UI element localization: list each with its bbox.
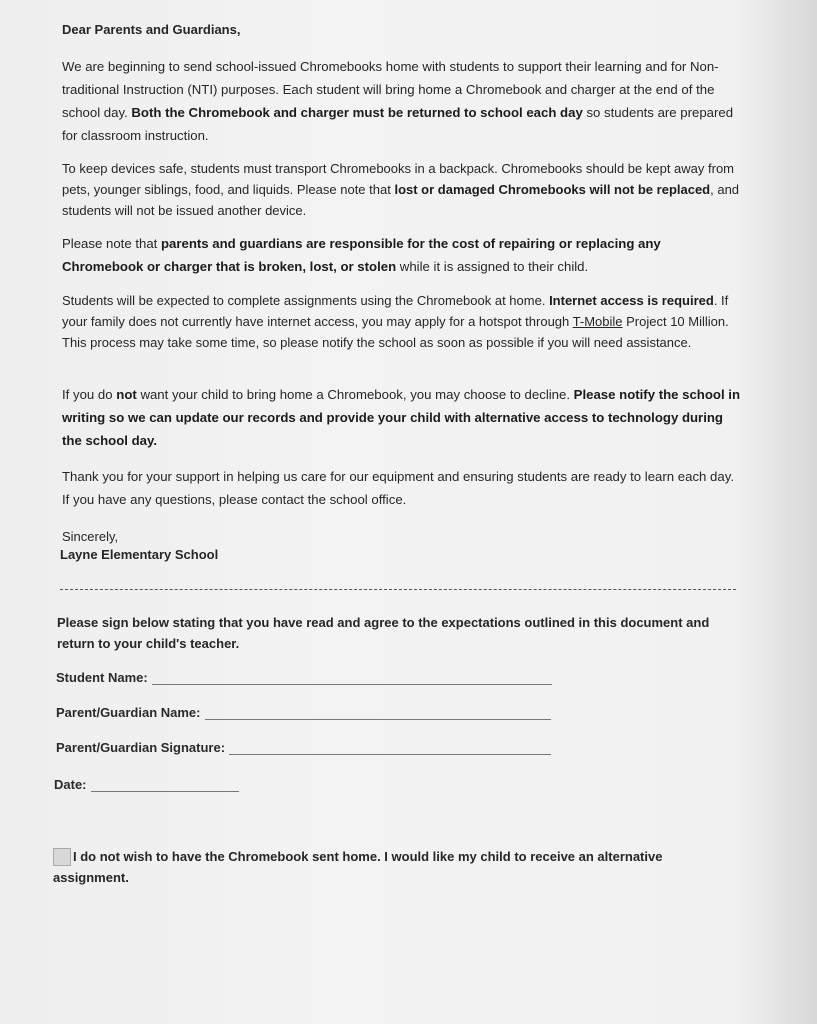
text: If you do xyxy=(62,387,117,402)
text: Project 10 Million. This process may take some time, so please notify the school as soon as possible if you will need assistance. xyxy=(62,314,729,350)
bold-text: Please notify the school in writing so we can update our records and provide your child with alternative access to technology during the school day. xyxy=(62,387,741,448)
paragraph-device-safety xyxy=(62,158,740,221)
bold-text: not xyxy=(116,387,137,402)
parent-signature-line[interactable] xyxy=(229,741,551,755)
paragraph-thank-you: Thank you for your support in helping us care for our equipment and ensuring students are ready to learn each day. If you have any questions, please contact the school office. xyxy=(62,469,734,507)
text: . If your family does not currently have internet access, you may apply for a hotspot through xyxy=(62,293,729,329)
text: We are beginning to send school-issued Chromebooks home with students to support their learning and for Non-traditional Instruction (NTI) purposes. Each student will bring home a Chromebook and charger at the end of the school day. xyxy=(62,59,719,120)
paragraph-responsibility xyxy=(62,232,702,278)
student-name-line[interactable] xyxy=(152,671,552,685)
bold-text: Internet access is required xyxy=(549,293,714,308)
t-mobile-link[interactable]: T-Mobile xyxy=(572,314,623,329)
closing: Sincerely, xyxy=(62,529,119,544)
greeting: Dear Parents and Guardians, xyxy=(62,22,241,37)
bold-text: lost or damaged Chromebooks will not be replaced xyxy=(394,182,711,197)
bold-text: parents and guardians are responsible for the cost of repairing or replacing any Chromebook or charger that is broken, lost, or stolen xyxy=(62,236,661,274)
date-line[interactable] xyxy=(91,778,239,792)
text: Students will be expected to complete assignments using the Chromebook at home. xyxy=(62,293,550,308)
label: Date: xyxy=(54,777,87,792)
cut-line-divider xyxy=(60,589,736,590)
text: so students are prepared for classroom instruction. xyxy=(62,105,734,143)
text: , and students will not be issued another device. xyxy=(62,182,740,218)
date-field[interactable] xyxy=(54,777,239,792)
school-name: Layne Elementary School xyxy=(60,547,219,562)
sign-instructions: Please sign below stating that you have read and agree to the expectations outlined in this document and return to your child's teacher. xyxy=(57,615,710,651)
paragraph-return-policy xyxy=(62,55,742,147)
paragraph-decline xyxy=(62,383,742,452)
parent-name-line[interactable] xyxy=(205,706,551,720)
text: want your child to bring home a Chromebook, you may choose to decline. xyxy=(136,387,574,402)
label: Student Name: xyxy=(56,670,148,685)
student-name-field[interactable] xyxy=(56,670,552,685)
text: To keep devices safe, students must transport Chromebooks in a backpack. Chromebooks should be kept away from pets, younger siblings, food, and liquids. Please note that xyxy=(62,161,735,197)
paragraph-internet-access xyxy=(62,290,742,353)
parent-name-field[interactable] xyxy=(56,705,551,720)
text: while it is assigned to their child. xyxy=(396,259,589,274)
parent-signature-field[interactable] xyxy=(56,740,551,755)
text: Please note that xyxy=(62,236,161,251)
opt-out-label: I do not wish to have the Chromebook sent home. I would like my child to receive an alternative assignment. xyxy=(53,849,663,885)
label: Parent/Guardian Signature: xyxy=(56,740,226,755)
bold-text: Both the Chromebook and charger must be returned to school each day xyxy=(131,105,583,120)
label: Parent/Guardian Name: xyxy=(56,705,201,720)
